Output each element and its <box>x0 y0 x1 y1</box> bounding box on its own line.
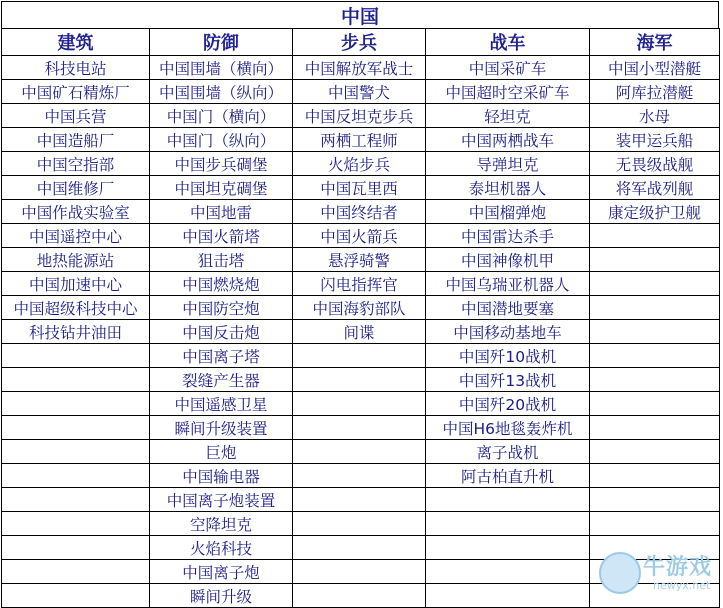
table-cell <box>590 344 720 368</box>
table-cell: 中国警犬 <box>293 80 426 104</box>
table-cell <box>2 464 150 488</box>
table-cell: 中国采矿车 <box>426 56 590 80</box>
table-cell <box>2 416 150 440</box>
table-cell: 空降坦克 <box>150 512 293 536</box>
table-cell <box>590 368 720 392</box>
table-cell: 科技钻井油田 <box>2 320 150 344</box>
table-cell: 狙击塔 <box>150 248 293 272</box>
table-cell <box>293 464 426 488</box>
table-row <box>2 248 720 272</box>
table-cell <box>293 392 426 416</box>
units-table <box>1 28 720 608</box>
table-cell: 中国围墙（横向） <box>150 56 293 80</box>
table-cell: 阿库拉潜艇 <box>590 80 720 104</box>
table-row <box>2 152 720 176</box>
table-cell: 火焰科技 <box>150 536 293 560</box>
table-row <box>2 416 720 440</box>
table-cell: 中国离子塔 <box>150 344 293 368</box>
table-cell: 中国矿石精炼厂 <box>2 80 150 104</box>
table-cell: 瞬间升级 <box>150 584 293 608</box>
table-cell: 导弹坦克 <box>426 152 590 176</box>
table-cell: 无畏级战舰 <box>590 152 720 176</box>
table-cell: 中国反击炮 <box>150 320 293 344</box>
table-cell <box>2 488 150 512</box>
header-row <box>2 29 720 56</box>
sheet-title: 中国 <box>1 1 719 28</box>
table-cell: 中国两栖战车 <box>426 128 590 152</box>
table-cell <box>426 512 590 536</box>
table-cell <box>293 440 426 464</box>
table-row <box>2 440 720 464</box>
table-cell: 中国榴弹炮 <box>426 200 590 224</box>
table-row <box>2 56 720 80</box>
table-cell: 地热能源站 <box>2 248 150 272</box>
china-units-sheet <box>1 1 719 606</box>
table-cell <box>590 512 720 536</box>
table-cell: 阿古柏直升机 <box>426 464 590 488</box>
table-cell: 离子战机 <box>426 440 590 464</box>
table-cell: 中国防空炮 <box>150 296 293 320</box>
header-navy: 海军 <box>590 29 720 56</box>
table-cell: 中国遥感卫星 <box>150 392 293 416</box>
table-cell <box>293 416 426 440</box>
table-cell <box>590 272 720 296</box>
table-cell: 中国歼10战机 <box>426 344 590 368</box>
table-cell: 中国门（横向） <box>150 104 293 128</box>
cow-logo-icon <box>599 552 641 594</box>
table-cell: 中国潜地要塞 <box>426 296 590 320</box>
table-cell: 中国火箭兵 <box>293 224 426 248</box>
table-cell <box>590 488 720 512</box>
table-cell <box>426 536 590 560</box>
table-cell: 中国空指部 <box>2 152 150 176</box>
table-cell: 闪电指挥官 <box>293 272 426 296</box>
table-cell: 中国加速中心 <box>2 272 150 296</box>
header-buildings: 建筑 <box>2 29 150 56</box>
table-cell: 两栖工程师 <box>293 128 426 152</box>
table-cell: 中国瓦里西 <box>293 176 426 200</box>
header-vehicles: 战车 <box>426 29 590 56</box>
table-cell: 康定级护卫舰 <box>590 200 720 224</box>
table-body <box>2 56 720 608</box>
table-cell: 中国燃烧炮 <box>150 272 293 296</box>
table-row <box>2 176 720 200</box>
table-cell: 装甲运兵船 <box>590 128 720 152</box>
table-cell: 轻坦克 <box>426 104 590 128</box>
table-row <box>2 128 720 152</box>
table-row <box>2 512 720 536</box>
table-row <box>2 488 720 512</box>
table-cell: 中国乌瑞亚机器人 <box>426 272 590 296</box>
table-row <box>2 464 720 488</box>
table-cell: 中国超时空采矿车 <box>426 80 590 104</box>
table-cell: 中国歼13战机 <box>426 368 590 392</box>
table-row <box>2 392 720 416</box>
table-row <box>2 200 720 224</box>
table-cell: 中国造船厂 <box>2 128 150 152</box>
table-cell <box>426 488 590 512</box>
table-cell <box>2 440 150 464</box>
table-cell <box>2 536 150 560</box>
table-cell <box>2 344 150 368</box>
table-cell <box>590 416 720 440</box>
table-cell: 悬浮骑警 <box>293 248 426 272</box>
table-row <box>2 368 720 392</box>
table-cell: 中国地雷 <box>150 200 293 224</box>
header-defense: 防御 <box>150 29 293 56</box>
table-row <box>2 344 720 368</box>
table-cell: 水母 <box>590 104 720 128</box>
table-cell: 中国超级科技中心 <box>2 296 150 320</box>
table-cell: 中国雷达杀手 <box>426 224 590 248</box>
table-cell: 中国神像机甲 <box>426 248 590 272</box>
table-cell: 中国作战实验室 <box>2 200 150 224</box>
table-cell: 中国坦克碉堡 <box>150 176 293 200</box>
table-cell: 中国离子炮装置 <box>150 488 293 512</box>
table-row <box>2 80 720 104</box>
table-cell <box>293 368 426 392</box>
watermark-text: 牛游戏 <box>643 555 713 580</box>
table-cell: 裂缝产生器 <box>150 368 293 392</box>
table-cell <box>2 512 150 536</box>
table-cell <box>2 368 150 392</box>
table-cell <box>2 392 150 416</box>
table-cell: 中国离子炮 <box>150 560 293 584</box>
table-cell: 泰坦机器人 <box>426 176 590 200</box>
table-cell <box>293 488 426 512</box>
table-row <box>2 272 720 296</box>
table-cell: 中国解放军战士 <box>293 56 426 80</box>
table-cell <box>590 320 720 344</box>
table-cell: 中国终结者 <box>293 200 426 224</box>
table-cell <box>590 248 720 272</box>
table-row <box>2 224 720 248</box>
table-cell <box>2 560 150 584</box>
table-cell: 中国步兵碉堡 <box>150 152 293 176</box>
table-cell: 中国维修厂 <box>2 176 150 200</box>
table-cell <box>293 560 426 584</box>
table-cell: 中国反坦克步兵 <box>293 104 426 128</box>
table-cell: 科技电站 <box>2 56 150 80</box>
table-cell: 间谍 <box>293 320 426 344</box>
table-cell <box>293 344 426 368</box>
table-cell <box>426 560 590 584</box>
table-cell: 中国移动基地车 <box>426 320 590 344</box>
table-cell: 中国输电器 <box>150 464 293 488</box>
table-cell: 中国门（纵向） <box>150 128 293 152</box>
table-row <box>2 320 720 344</box>
table-cell <box>590 440 720 464</box>
table-row <box>2 104 720 128</box>
table-row <box>2 296 720 320</box>
table-cell <box>293 536 426 560</box>
table-cell <box>590 296 720 320</box>
table-cell: 中国H6地毯轰炸机 <box>426 416 590 440</box>
table-cell: 将军战列舰 <box>590 176 720 200</box>
table-cell: 中国小型潜艇 <box>590 56 720 80</box>
table-cell <box>590 224 720 248</box>
table-cell <box>590 392 720 416</box>
table-cell: 中国兵营 <box>2 104 150 128</box>
table-cell: 巨炮 <box>150 440 293 464</box>
table-cell: 中国海豹部队 <box>293 296 426 320</box>
header-infantry: 步兵 <box>293 29 426 56</box>
table-cell <box>590 464 720 488</box>
table-cell <box>293 512 426 536</box>
watermark <box>599 548 717 600</box>
table-cell: 瞬间升级装置 <box>150 416 293 440</box>
table-cell: 中国火箭塔 <box>150 224 293 248</box>
table-cell: 火焰步兵 <box>293 152 426 176</box>
table-cell: 中国遥控中心 <box>2 224 150 248</box>
table-cell: 中国围墙（纵向） <box>150 80 293 104</box>
table-cell: 中国歼20战机 <box>426 392 590 416</box>
watermark-url: newyx.net <box>653 579 711 592</box>
